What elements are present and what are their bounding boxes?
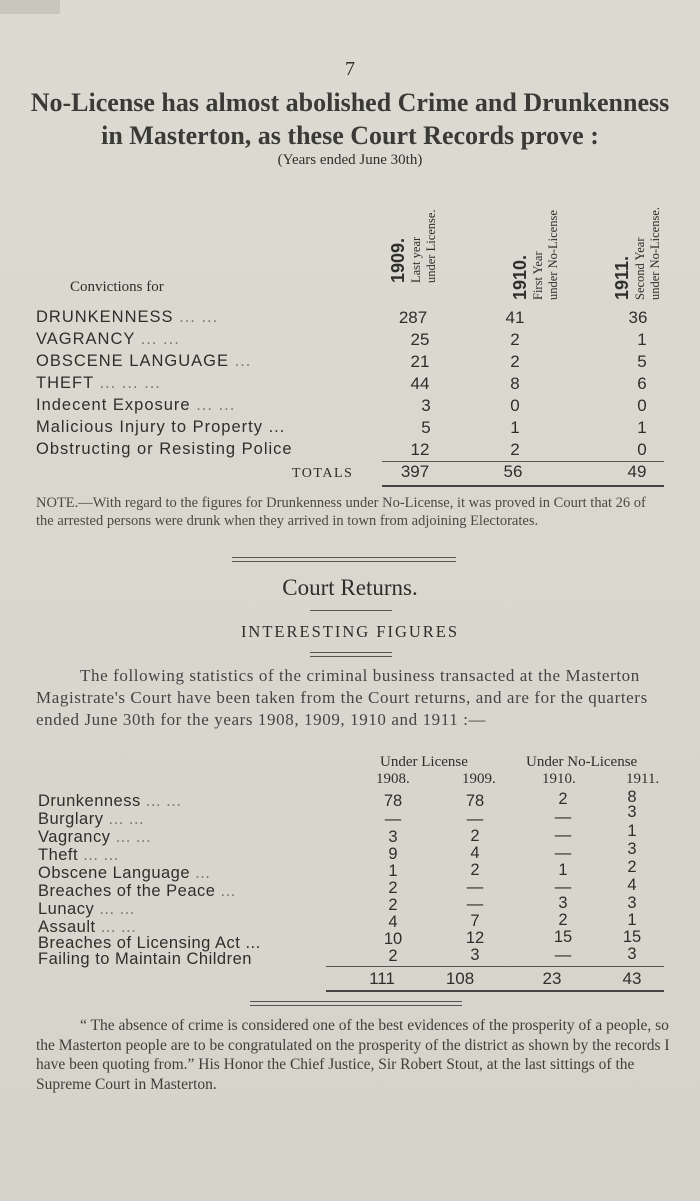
table1-cell: 5	[637, 352, 647, 371]
column-desc: under No-License	[546, 210, 560, 300]
table1-cell: 6	[637, 374, 647, 393]
table2-cell: 7	[470, 912, 480, 930]
table2-row-label: Obscene Language ...	[38, 864, 211, 882]
table2-cell: —	[466, 810, 484, 828]
table2-cell: 1	[627, 822, 637, 840]
table2-cell: 3	[470, 946, 480, 964]
year-header: 1910.	[542, 771, 576, 787]
divider	[310, 610, 392, 611]
year-header: 1909.	[462, 771, 496, 787]
closing-quote: “ The absence of crime is considered one of the best evidences of the prosperity of a people, so the Masterton people are to be congratulated on the prosperity of the district as shown by the records I have been quoting from.” His Honor the Chief Justice, Sir Robert Stout, at the last sittings of the Supreme Court in Masterton.	[36, 1017, 670, 1093]
divider	[310, 652, 392, 653]
table1-row-label: VAGRANCY ... ...	[36, 330, 180, 348]
column-desc: First Year	[531, 251, 545, 300]
table1-cell: 2	[510, 330, 520, 349]
table2-total: 111	[369, 969, 395, 988]
column-year: 1910.	[510, 254, 530, 300]
table1-cell: 12	[410, 440, 430, 459]
table1-total: 397	[400, 462, 430, 481]
table2-cell: 2	[470, 827, 480, 845]
column-desc: Last year	[409, 236, 423, 283]
table2-row-label: Lunacy ... ...	[38, 900, 135, 918]
table1-row-label: THEFT ... ... ...	[36, 374, 161, 392]
table2-cell: 12	[465, 929, 485, 947]
subtitle: (Years ended June 30th)	[277, 152, 423, 168]
table1-cell: 25	[410, 330, 430, 349]
section-title: Court Returns.	[282, 575, 418, 600]
column-header-1910	[510, 210, 561, 300]
group-header: Under No-License	[526, 754, 638, 770]
column-year: 1909.	[388, 237, 408, 283]
table2-total: 108	[445, 969, 475, 988]
table2-cell: 3	[627, 803, 637, 821]
table2-cell: 78	[383, 792, 403, 810]
table2-cell: —	[554, 878, 572, 896]
table1-cell: 2	[510, 352, 520, 371]
group-header: Under License	[380, 754, 468, 770]
table2-cell: 2	[388, 947, 398, 965]
table1-cell: 1	[637, 418, 647, 437]
table2-cell: —	[466, 878, 484, 896]
divider	[250, 1001, 462, 1002]
table1-cell: 41	[505, 308, 525, 327]
table2-cell: —	[554, 844, 572, 862]
table2-cell: 3	[627, 894, 637, 912]
page-corner-wear	[0, 0, 60, 14]
table2-total: 23	[542, 969, 562, 988]
table1-row-label: Indecent Exposure ... ...	[36, 396, 236, 414]
table2-cell: —	[466, 895, 484, 913]
totals-label: TOTALS	[292, 466, 354, 481]
column-header-1909	[388, 209, 439, 283]
table2-row-label: Drunkenness ... ...	[38, 792, 182, 810]
table2-cell: —	[554, 946, 572, 964]
table2-cell: 3	[388, 828, 398, 846]
divider	[232, 557, 456, 558]
table2-cell: 1	[388, 862, 398, 880]
table2-cell: 3	[627, 840, 637, 858]
row-header: Convictions for	[70, 279, 164, 295]
divider	[382, 485, 664, 487]
table2-cell: 3	[558, 894, 568, 912]
table1-row-label: DRUNKENNESS ... ...	[36, 308, 219, 326]
table1-row-label: Obstructing or Resisting Police	[36, 440, 293, 458]
table1-cell: 287	[398, 308, 428, 327]
table1-cell: 0	[637, 396, 647, 415]
year-header: 1911.	[626, 771, 660, 787]
table2-row-label: Theft ... ...	[38, 846, 119, 864]
table2-cell: 10	[383, 930, 403, 948]
table2-cell: 15	[553, 928, 573, 946]
intro-paragraph: The following statistics of the criminal business transacted at the Masterton Magistrate's Court have been taken from the Court returns, and are for the quarters ended June 30th for the years 1908, 1909, 1910 and 1911 :—	[36, 666, 648, 729]
table1-cell: 44	[410, 374, 430, 393]
table2-cell: 78	[465, 792, 485, 810]
table1-cell: 1	[637, 330, 647, 349]
table2-cell: 2	[388, 879, 398, 897]
table1-cell: 36	[628, 308, 648, 327]
table2-cell: —	[554, 808, 572, 826]
table2-cell: 8	[627, 788, 637, 806]
table2-cell: 1	[627, 911, 637, 929]
table1-cell: 1	[510, 418, 520, 437]
table1-cell: 21	[410, 352, 430, 371]
table1-total: 56	[503, 462, 523, 481]
table2-row-label: Vagrancy ... ...	[38, 828, 152, 846]
table2-row-label: Failing to Maintain Children	[38, 950, 252, 968]
table2-row-label: Breaches of Licensing Act ...	[38, 934, 261, 952]
table2-total: 43	[622, 969, 642, 988]
table2-cell: 2	[470, 861, 480, 879]
table2-cell: —	[384, 810, 402, 828]
divider	[326, 966, 664, 967]
table1-row-label: OBSCENE LANGUAGE ...	[36, 352, 252, 370]
table1-cell: 8	[510, 374, 520, 393]
table1-cell: 2	[510, 440, 520, 459]
table1-cell: 5	[421, 418, 431, 437]
table2-cell: —	[554, 826, 572, 844]
table2-cell: 15	[622, 928, 642, 946]
table1-cell: 0	[510, 396, 520, 415]
column-desc: under No-License.	[648, 206, 662, 300]
table1-cell: 3	[421, 396, 431, 415]
column-header-1911	[612, 207, 663, 300]
table1-cell: 0	[637, 440, 647, 459]
table2-cell: 3	[627, 945, 637, 963]
table2-cell: 1	[558, 861, 568, 879]
page-number: 7	[345, 58, 355, 80]
divider	[326, 990, 664, 992]
headline: No-License has almost abolished Crime and Drunkenness in Masterton, as these Court Records prove :	[30, 88, 670, 150]
table1-row-label: Malicious Injury to Property ...	[36, 418, 286, 436]
table1-total: 49	[627, 462, 647, 481]
table2-cell: 9	[388, 845, 398, 863]
table2-cell: 2	[558, 911, 568, 929]
table2-cell: 2	[388, 896, 398, 914]
divider	[310, 656, 392, 657]
table2-cell: 4	[388, 913, 398, 931]
column-desc: under License.	[424, 209, 438, 283]
table2-row-label: Breaches of the Peace ...	[38, 882, 236, 900]
section-subtitle: INTERESTING FIGURES	[240, 622, 460, 641]
year-header: 1908.	[376, 771, 410, 787]
table2-cell: 4	[470, 844, 480, 862]
divider	[232, 561, 456, 562]
table2-row-label: Burglary ... ...	[38, 810, 145, 828]
table2-cell: 4	[627, 876, 637, 894]
table2-row-label: Assault ... ...	[38, 918, 137, 936]
divider	[250, 1005, 462, 1006]
note: NOTE.—With regard to the figures for Drunkenness under No-License, it was proved in Court that 26 of the arrested persons were drunk when they arrived in town from adjoining Electorates.	[36, 495, 646, 529]
column-year: 1911.	[612, 255, 632, 300]
table2-cell: 2	[558, 790, 568, 808]
table2-cell: 2	[627, 858, 637, 876]
column-desc: Second Year	[633, 237, 647, 300]
